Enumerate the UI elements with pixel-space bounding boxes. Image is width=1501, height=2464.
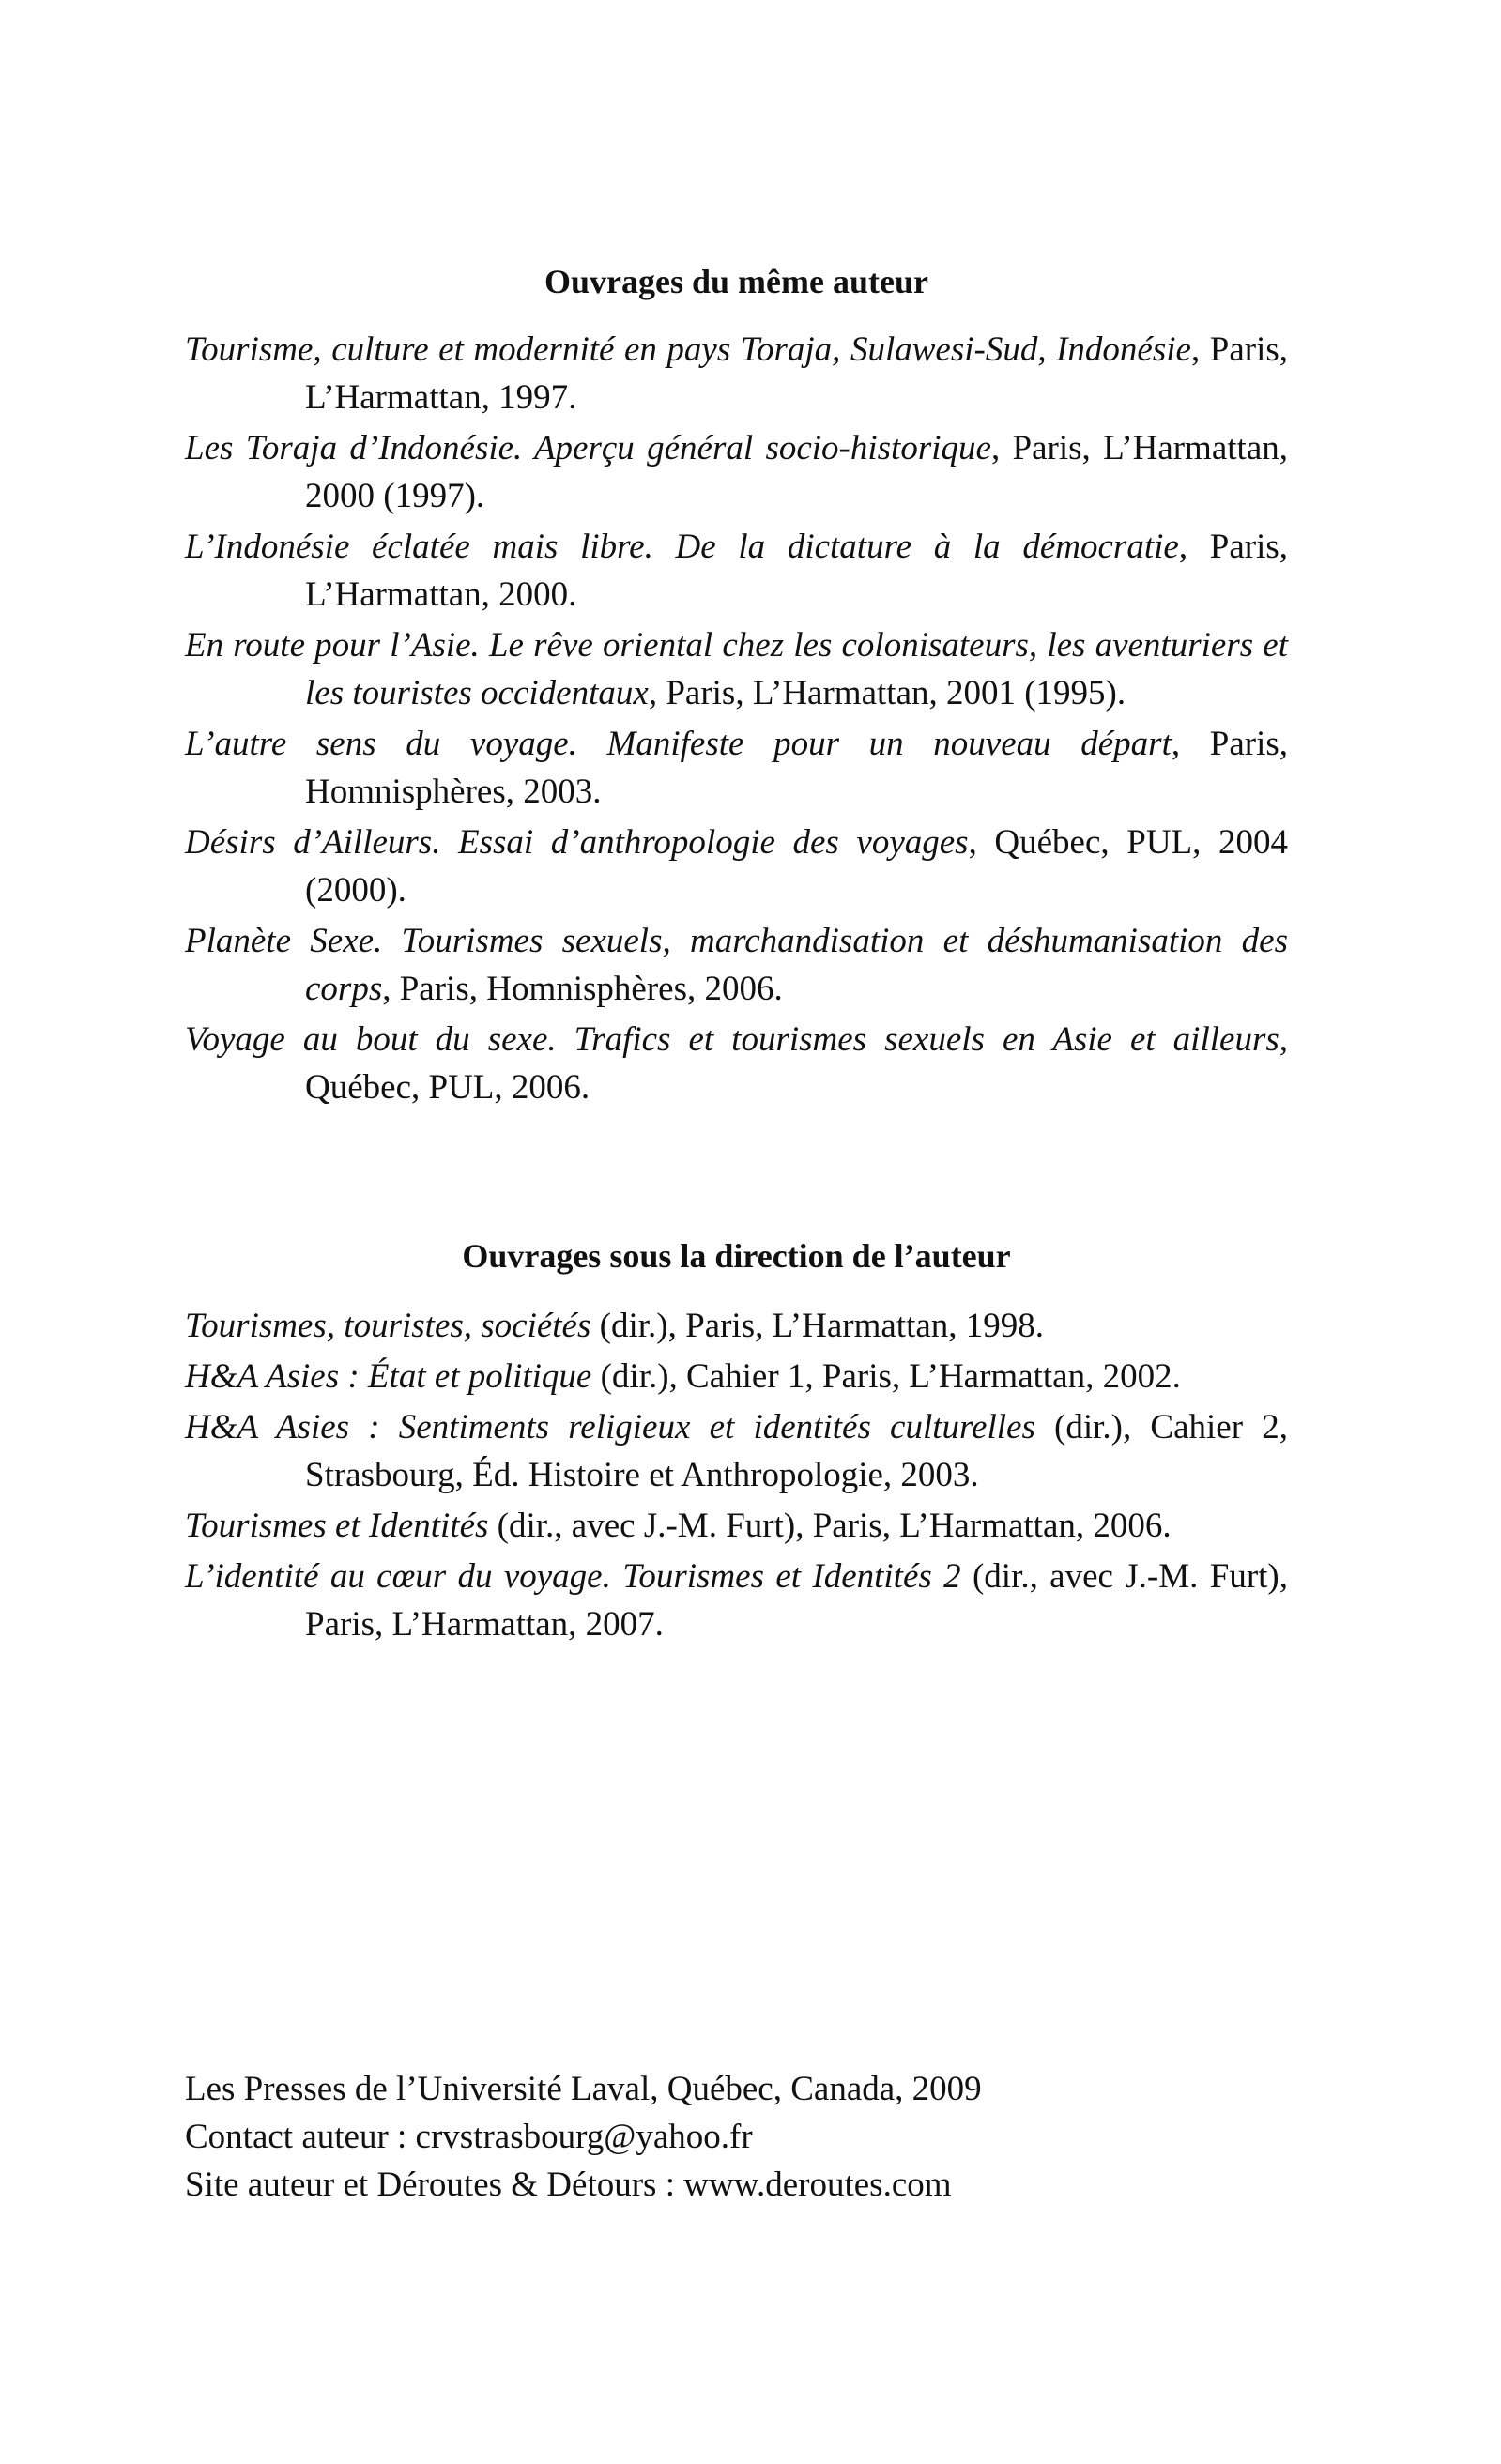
section-works-by-author bbox=[185, 259, 1288, 1114]
section-heading: Ouvrages sous la direction de l’auteur bbox=[462, 1237, 1011, 1275]
entry-title: H&A Asies : Sentiments religieux et identités culturelles bbox=[185, 1408, 1035, 1446]
bibliography-list bbox=[185, 326, 1288, 1111]
entry-details: (dir., avec J.-M. Furt), Paris, L’Harmattan, 2006. bbox=[488, 1507, 1172, 1545]
website-line: Site auteur et Déroutes & Détours : www.deroutes.com bbox=[185, 2166, 952, 2204]
entry-details: , Québec, PUL, 2006. bbox=[305, 1020, 1288, 1107]
entry-details: , Québec, PUL, 2004 (2000). bbox=[305, 823, 1288, 910]
entry-title: Tourisme, culture et modernité en pays Toraja, Sulawesi-Sud, Indonésie bbox=[185, 330, 1191, 369]
entry-details: (dir.), Cahier 1, Paris, L’Harmattan, 2002. bbox=[591, 1357, 1181, 1396]
bibliography-entry bbox=[185, 1502, 1288, 1550]
entry-details: , Paris, L’Harmattan, 1997. bbox=[305, 330, 1289, 417]
bibliography-entry bbox=[185, 917, 1288, 1013]
section-works-edited-by-author bbox=[185, 1233, 1288, 1651]
entry-title: Les Toraja d’Indonésie. Aperçu général socio-historique bbox=[185, 429, 991, 467]
bibliography-entry bbox=[185, 720, 1288, 816]
entry-title: Désirs d’Ailleurs. Essai d’anthropologie des voyages bbox=[185, 823, 969, 862]
section-heading: Ouvrages du même auteur bbox=[544, 263, 928, 300]
entry-title: Tourismes, touristes, sociétés bbox=[185, 1307, 591, 1345]
bibliography-list bbox=[185, 1302, 1288, 1648]
entry-title: Planète Sexe. Tourismes sexuels, marchandisation et déshumanisation des corps bbox=[185, 922, 1288, 1008]
contact-line: Contact auteur : crvstrasbourg@yahoo.fr bbox=[185, 2118, 753, 2156]
bibliography-entry bbox=[185, 1016, 1288, 1111]
bibliography-entry bbox=[185, 1353, 1288, 1400]
imprint-footer bbox=[185, 2065, 1288, 2209]
bibliography-entry bbox=[185, 326, 1288, 421]
entry-details: , Paris, L’Harmattan, 2001 (1995). bbox=[648, 674, 1126, 712]
entry-details: , Paris, Homnisphères, 2006. bbox=[382, 970, 783, 1008]
entry-details: , Paris, L’Harmattan, 2000. bbox=[305, 528, 1288, 614]
entry-title: L’Indonésie éclatée mais libre. De la dictature à la démocratie bbox=[185, 528, 1179, 566]
bibliography-entry bbox=[185, 1302, 1288, 1350]
entry-title: Voyage au bout du sexe. Trafics et tourismes sexuels en Asie et ailleurs bbox=[185, 1020, 1279, 1059]
publisher-line: Les Presses de l’Université Laval, Québec, Canada, 2009 bbox=[185, 2070, 982, 2108]
bibliography-entry bbox=[185, 424, 1288, 520]
entry-title: Tourismes et Identités bbox=[185, 1507, 489, 1545]
entry-title: H&A Asies : État et politique bbox=[185, 1357, 592, 1396]
entry-title: L’identité au cœur du voyage. Tourismes et Identités 2 bbox=[185, 1557, 961, 1596]
entry-details: , Paris, Homnisphères, 2003. bbox=[305, 725, 1288, 811]
entry-title: En route pour l’Asie. Le rêve oriental chez les colonisateurs, les aventuriers et les touristes occidentaux bbox=[185, 626, 1288, 712]
bibliography-entry bbox=[185, 819, 1288, 914]
entry-details: (dir.), Cahier 2, Strasbourg, Éd. Histoire et Anthropologie, 2003. bbox=[305, 1408, 1288, 1494]
entry-details: (dir., avec J.-M. Furt), Paris, L’Harmattan, 2007. bbox=[305, 1557, 1288, 1644]
entry-title: L’autre sens du voyage. Manifeste pour un nouveau départ bbox=[185, 725, 1172, 763]
bibliography-entry bbox=[185, 621, 1288, 717]
entry-details: , Paris, L’Harmattan, 2000 (1997). bbox=[305, 429, 1288, 515]
bibliography-entry bbox=[185, 523, 1288, 619]
bibliography-entry bbox=[185, 1553, 1288, 1648]
bibliography-entry bbox=[185, 1403, 1288, 1499]
entry-details: (dir.), Paris, L’Harmattan, 1998. bbox=[590, 1307, 1045, 1345]
